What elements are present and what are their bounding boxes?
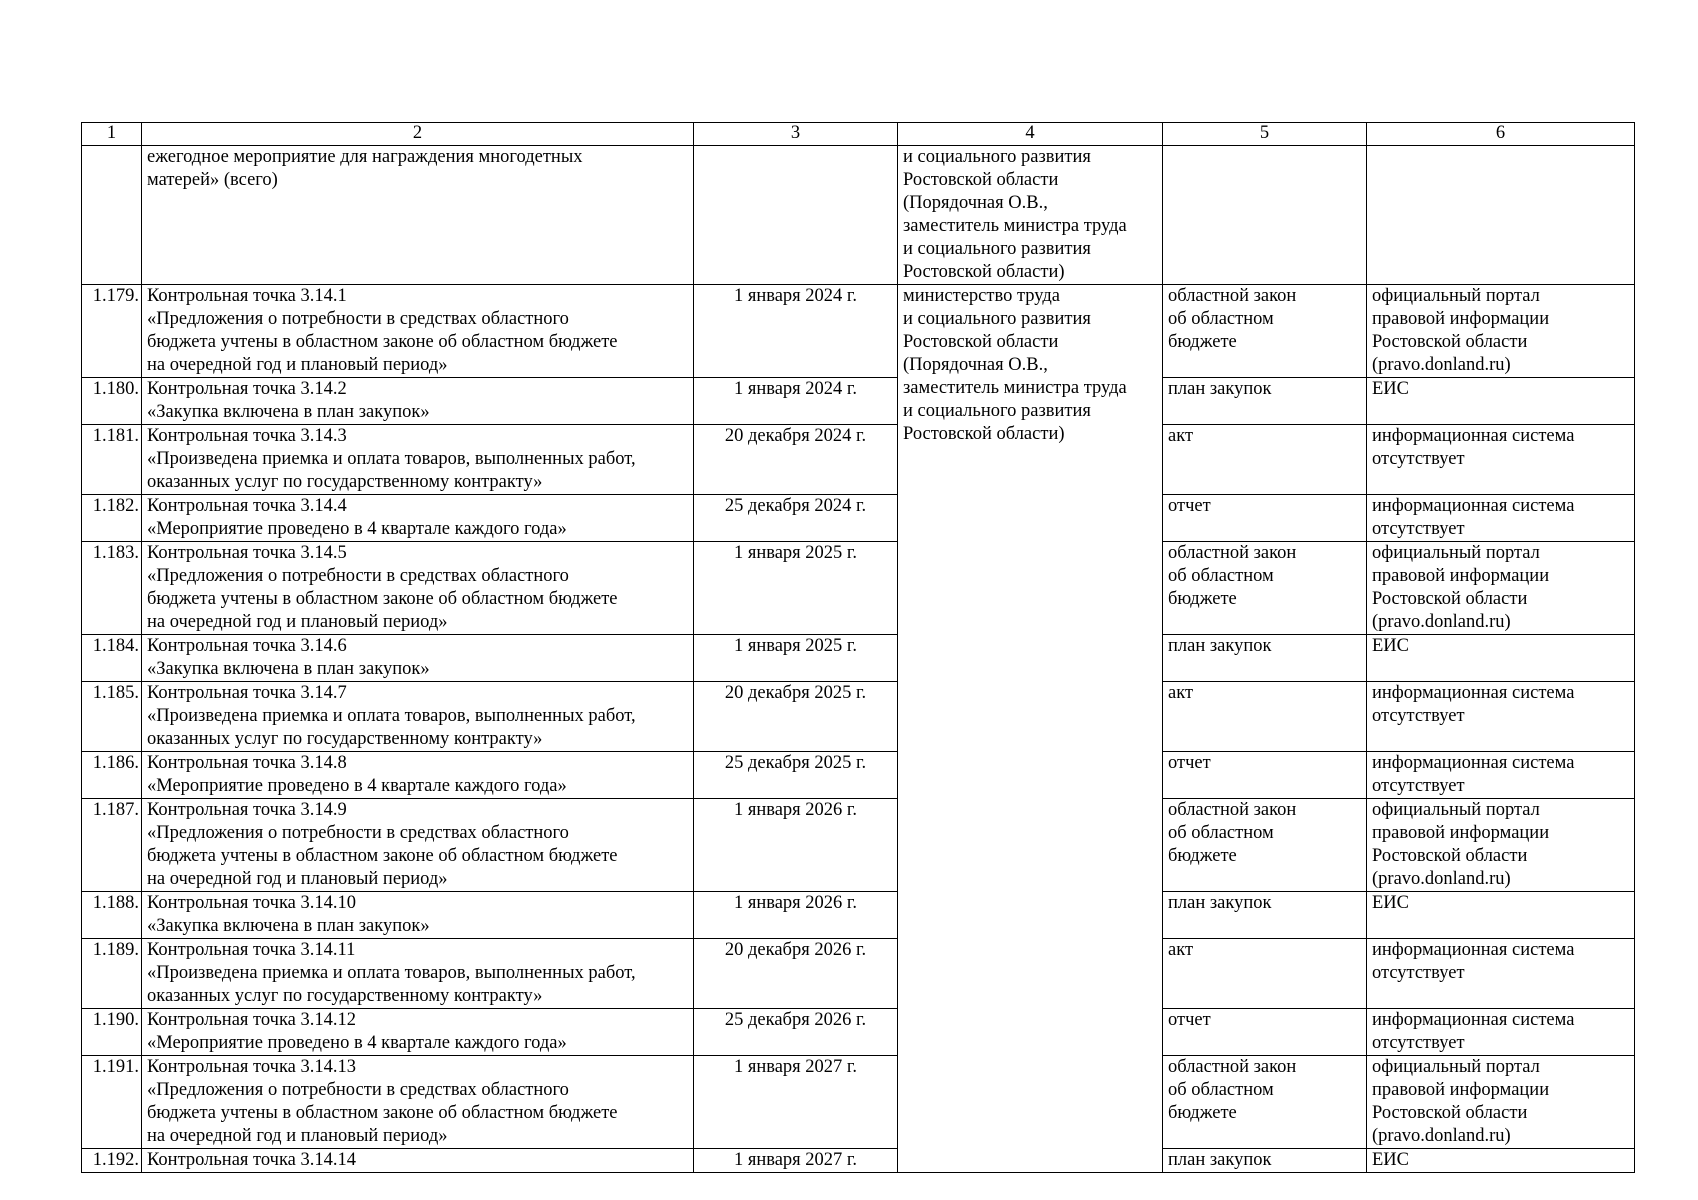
table-row (82, 285, 1635, 378)
document-cell: областной закон об областном бюджете (1163, 285, 1367, 378)
document-cell: областной закон об областном бюджете (1163, 542, 1367, 635)
event-name-cell: Контрольная точка 3.14.8 «Мероприятие проведено в 4 квартале каждого года» (142, 752, 694, 799)
table-row (82, 1009, 1635, 1056)
table-row (82, 378, 1635, 425)
row-number-cell: 1.192. (82, 1149, 142, 1173)
document-cell: отчет (1163, 495, 1367, 542)
table-row (82, 752, 1635, 799)
info-system-cell: информационная система отсутствует (1367, 939, 1635, 1009)
info-system-cell: ЕИС (1367, 892, 1635, 939)
table-row (82, 1149, 1635, 1173)
row-number-cell: 1.182. (82, 495, 142, 542)
date-cell: 1 января 2027 г. (694, 1056, 898, 1149)
document-cell: отчет (1163, 752, 1367, 799)
responsible-cell: и социального развития Ростовской области (Порядочная О.В., заместитель министра труда и социального развития Ростовской области) (898, 146, 1163, 285)
date-cell: 20 декабря 2024 г. (694, 425, 898, 495)
info-system-cell: информационная система отсутствует (1367, 495, 1635, 542)
date-cell: 25 декабря 2024 г. (694, 495, 898, 542)
info-system-cell: ЕИС (1367, 378, 1635, 425)
info-system-cell (1367, 146, 1635, 285)
row-number-cell: 1.184. (82, 635, 142, 682)
row-number-cell: 1.191. (82, 1056, 142, 1149)
column-number: 1 (82, 123, 142, 146)
row-number-cell: 1.186. (82, 752, 142, 799)
table-row (82, 495, 1635, 542)
table-row (82, 542, 1635, 635)
date-cell: 1 января 2026 г. (694, 799, 898, 892)
date-cell (694, 146, 898, 285)
table-row (82, 682, 1635, 752)
document-cell: акт (1163, 939, 1367, 1009)
column-number: 6 (1367, 123, 1635, 146)
event-name-cell: Контрольная точка 3.14.12 «Мероприятие проведено в 4 квартале каждого года» (142, 1009, 694, 1056)
document-cell: план закупок (1163, 635, 1367, 682)
info-system-cell: информационная система отсутствует (1367, 752, 1635, 799)
row-number-cell: 1.190. (82, 1009, 142, 1056)
info-system-cell: ЕИС (1367, 1149, 1635, 1173)
row-number-cell: 1.179. (82, 285, 142, 378)
event-name-cell: Контрольная точка 3.14.7 «Произведена приемка и оплата товаров, выполненных работ, оказанных услуг по государственному контракту» (142, 682, 694, 752)
date-cell: 25 декабря 2025 г. (694, 752, 898, 799)
info-system-cell: информационная система отсутствует (1367, 1009, 1635, 1056)
column-number: 4 (898, 123, 1163, 146)
event-name-cell: Контрольная точка 3.14.11 «Произведена приемка и оплата товаров, выполненных работ, оказанных услуг по государственному контракту» (142, 939, 694, 1009)
document-cell: план закупок (1163, 892, 1367, 939)
table-row (82, 1056, 1635, 1149)
event-name-cell: Контрольная точка 3.14.9 «Предложения о потребности в средствах областного бюджета учтены в областном законе об областном бюджете на очередной год и плановый период» (142, 799, 694, 892)
event-name-cell: Контрольная точка 3.14.5 «Предложения о потребности в средствах областного бюджета учтены в областном законе об областном бюджете на очередной год и плановый период» (142, 542, 694, 635)
info-system-cell: официальный портал правовой информации Ростовской области (pravo.donland.ru) (1367, 542, 1635, 635)
event-name-cell: Контрольная точка 3.14.4 «Мероприятие проведено в 4 квартале каждого года» (142, 495, 694, 542)
row-number-cell: 1.188. (82, 892, 142, 939)
info-system-cell: официальный портал правовой информации Ростовской области (pravo.donland.ru) (1367, 1056, 1635, 1149)
document-cell (1163, 146, 1367, 285)
row-number-cell: 1.183. (82, 542, 142, 635)
column-number-row (82, 123, 1635, 146)
document-cell: акт (1163, 425, 1367, 495)
document-cell: план закупок (1163, 1149, 1367, 1173)
date-cell: 20 декабря 2025 г. (694, 682, 898, 752)
table-row (82, 892, 1635, 939)
event-name-cell: Контрольная точка 3.14.3 «Произведена приемка и оплата товаров, выполненных работ, оказанных услуг по государственному контракту» (142, 425, 694, 495)
row-number-cell: 1.189. (82, 939, 142, 1009)
column-number: 5 (1163, 123, 1367, 146)
event-name-cell: Контрольная точка 3.14.2 «Закупка включена в план закупок» (142, 378, 694, 425)
info-system-cell: официальный портал правовой информации Ростовской области (pravo.donland.ru) (1367, 799, 1635, 892)
table-row (82, 799, 1635, 892)
info-system-cell: официальный портал правовой информации Ростовской области (pravo.donland.ru) (1367, 285, 1635, 378)
date-cell: 25 декабря 2026 г. (694, 1009, 898, 1056)
info-system-cell: информационная система отсутствует (1367, 425, 1635, 495)
date-cell: 1 января 2025 г. (694, 542, 898, 635)
continuation-row (82, 146, 1635, 285)
column-number: 3 (694, 123, 898, 146)
document-cell: акт (1163, 682, 1367, 752)
row-number-cell: 1.187. (82, 799, 142, 892)
row-number-cell (82, 146, 142, 285)
column-number: 2 (142, 123, 694, 146)
document-cell: областной закон об областном бюджете (1163, 1056, 1367, 1149)
date-cell: 1 января 2024 г. (694, 285, 898, 378)
row-number-cell: 1.185. (82, 682, 142, 752)
date-cell: 1 января 2024 г. (694, 378, 898, 425)
table-row (82, 635, 1635, 682)
event-name-cell: Контрольная точка 3.14.13 «Предложения о потребности в средствах областного бюджета учтены в областном законе об областном бюджете на очередной год и плановый период» (142, 1056, 694, 1149)
event-name-cell: Контрольная точка 3.14.6 «Закупка включена в план закупок» (142, 635, 694, 682)
date-cell: 1 января 2025 г. (694, 635, 898, 682)
event-name-cell: ежегодное мероприятие для награждения многодетных матерей» (всего) (142, 146, 694, 285)
row-number-cell: 1.180. (82, 378, 142, 425)
document-cell: план закупок (1163, 378, 1367, 425)
date-cell: 20 декабря 2026 г. (694, 939, 898, 1009)
event-name-cell: Контрольная точка 3.14.1 «Предложения о потребности в средствах областного бюджета учтены в областном законе об областном бюджете на очередной год и плановый период» (142, 285, 694, 378)
document-cell: областной закон об областном бюджете (1163, 799, 1367, 892)
table-row (82, 425, 1635, 495)
row-number-cell: 1.181. (82, 425, 142, 495)
date-cell: 1 января 2026 г. (694, 892, 898, 939)
document-cell: отчет (1163, 1009, 1367, 1056)
date-cell: 1 января 2027 г. (694, 1149, 898, 1173)
schedule-table (81, 122, 1635, 1173)
event-name-cell: Контрольная точка 3.14.10 «Закупка включена в план закупок» (142, 892, 694, 939)
table-row (82, 939, 1635, 1009)
responsible-cell: министерство труда и социального развития Ростовской области (Порядочная О.В., заместитель министра труда и социального развития Ростовской области) (898, 285, 1163, 1173)
event-name-cell: Контрольная точка 3.14.14 (142, 1149, 694, 1173)
info-system-cell: информационная система отсутствует (1367, 682, 1635, 752)
info-system-cell: ЕИС (1367, 635, 1635, 682)
